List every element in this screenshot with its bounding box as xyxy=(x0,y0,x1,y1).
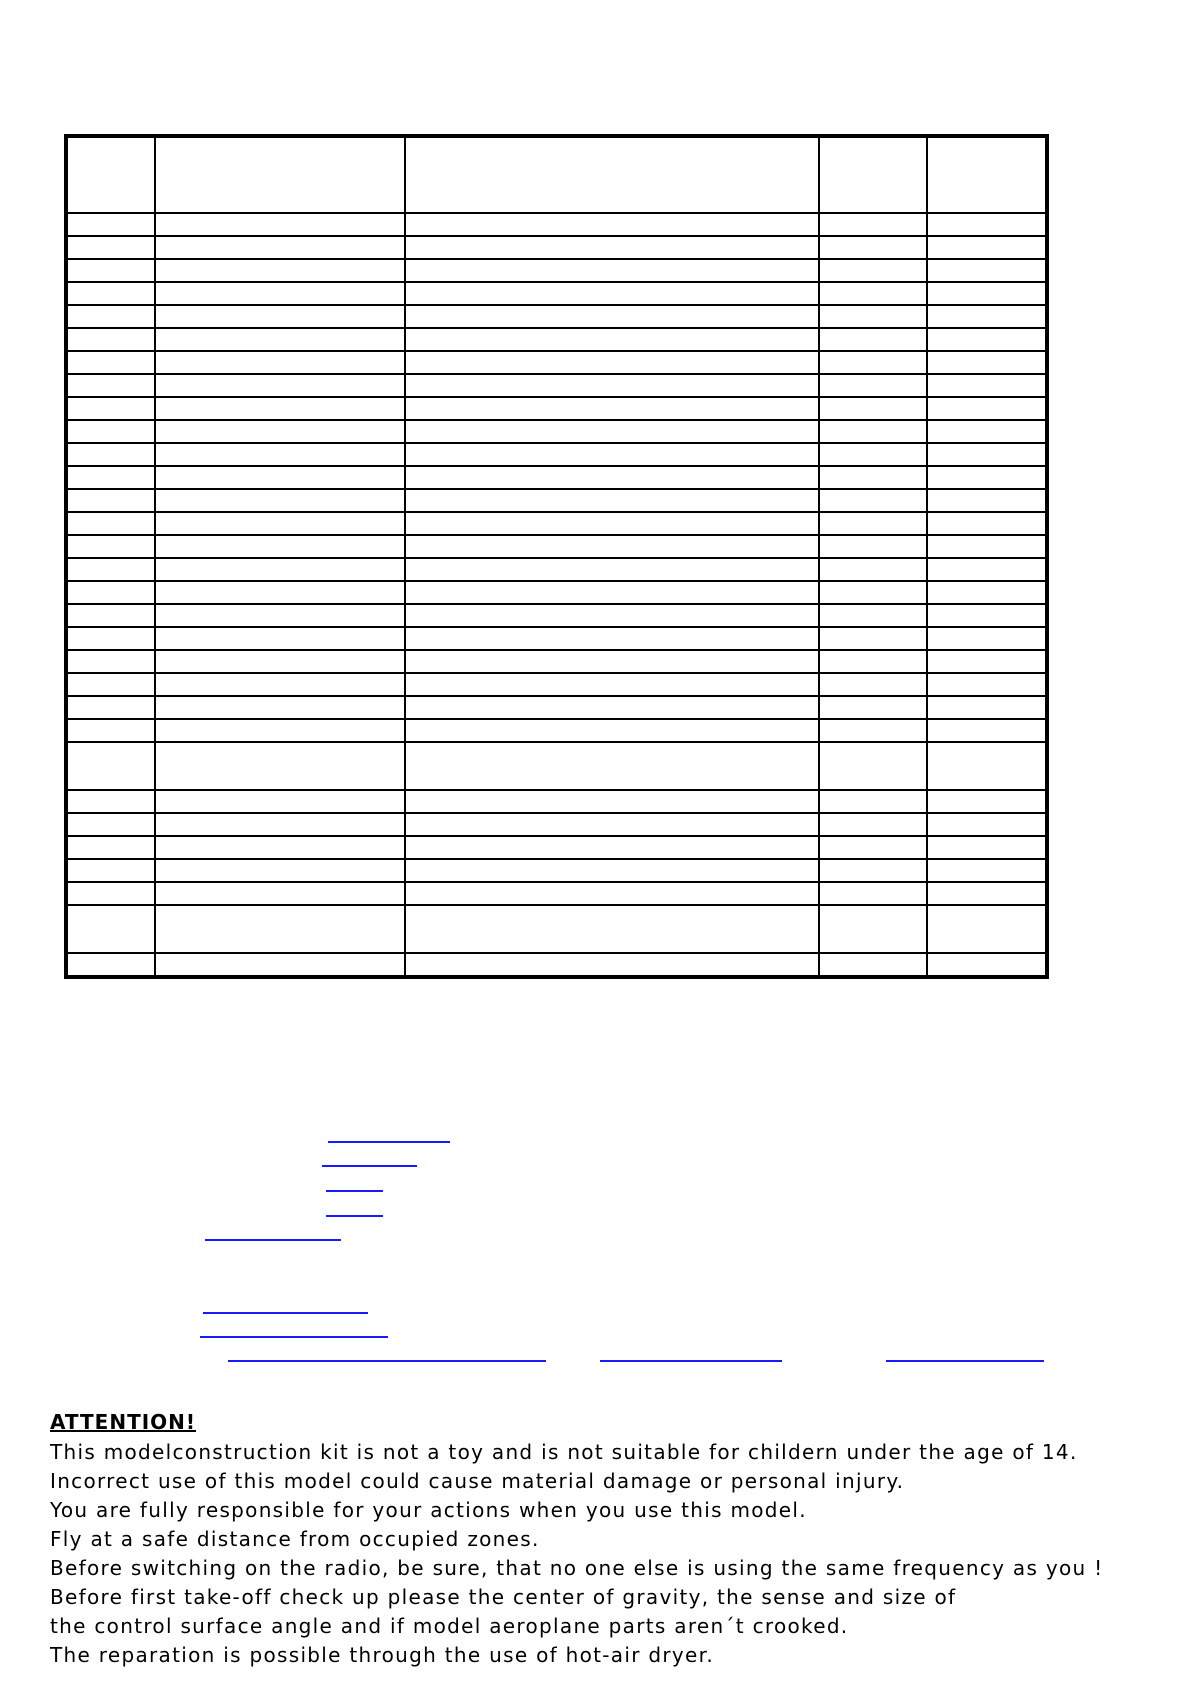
table-cell xyxy=(405,905,819,953)
table-cell xyxy=(927,558,1047,581)
table-cell xyxy=(66,905,155,953)
attention-title: ATTENTION! xyxy=(50,1410,197,1434)
table-cell xyxy=(927,512,1047,535)
table-cell xyxy=(155,742,405,790)
table-cell xyxy=(405,236,819,259)
table-cell xyxy=(405,305,819,328)
table-cell xyxy=(66,836,155,859)
hyperlink-6[interactable] xyxy=(203,1312,368,1314)
table-row xyxy=(66,650,1047,673)
table-row xyxy=(66,742,1047,790)
table-cell xyxy=(155,836,405,859)
hyperlink-8[interactable] xyxy=(228,1360,546,1362)
table-cell xyxy=(155,813,405,836)
table-cell xyxy=(927,882,1047,905)
table-cell xyxy=(405,742,819,790)
table-cell xyxy=(66,136,155,213)
table-cell xyxy=(66,650,155,673)
table-cell xyxy=(819,259,927,282)
table-cell xyxy=(405,650,819,673)
table-cell xyxy=(66,443,155,466)
attention-line-age: This modelconstruction kit is not a toy and is not suitable for childern under the age of 14. xyxy=(50,1440,1078,1464)
table-cell xyxy=(819,696,927,719)
hyperlink-4[interactable] xyxy=(326,1215,383,1217)
table-cell xyxy=(155,905,405,953)
table-cell xyxy=(819,466,927,489)
table-cell xyxy=(66,535,155,558)
table-row xyxy=(66,305,1047,328)
table-row xyxy=(66,905,1047,953)
table-cell xyxy=(405,558,819,581)
table-cell xyxy=(927,236,1047,259)
table-row xyxy=(66,953,1047,977)
table-cell xyxy=(66,282,155,305)
table-cell xyxy=(405,604,819,627)
table-cell xyxy=(819,282,927,305)
table-cell xyxy=(819,305,927,328)
table-row xyxy=(66,466,1047,489)
table-cell xyxy=(405,953,819,977)
table-cell xyxy=(819,859,927,882)
parts-table-container xyxy=(64,134,1045,979)
table-row xyxy=(66,397,1047,420)
table-cell xyxy=(155,790,405,813)
table-cell xyxy=(819,374,927,397)
table-cell xyxy=(819,742,927,790)
table-cell xyxy=(155,282,405,305)
table-cell xyxy=(819,882,927,905)
table-cell xyxy=(155,627,405,650)
table-row xyxy=(66,604,1047,627)
parts-list-table xyxy=(64,134,1049,979)
table-cell xyxy=(819,558,927,581)
table-cell xyxy=(819,905,927,953)
table-cell xyxy=(66,512,155,535)
attention-line-repair: The reparation is possible through the use of hot-air dryer. xyxy=(50,1643,714,1667)
table-cell xyxy=(927,305,1047,328)
table-cell xyxy=(819,953,927,977)
table-row xyxy=(66,813,1047,836)
table-cell xyxy=(927,581,1047,604)
table-cell xyxy=(927,328,1047,351)
table-row xyxy=(66,374,1047,397)
table-cell xyxy=(819,719,927,742)
table-row xyxy=(66,213,1047,236)
table-cell xyxy=(927,535,1047,558)
table-cell xyxy=(66,351,155,374)
table-cell xyxy=(819,136,927,213)
table-cell xyxy=(927,136,1047,213)
table-cell xyxy=(819,790,927,813)
hyperlink-2[interactable] xyxy=(322,1165,417,1167)
table-row xyxy=(66,351,1047,374)
table-cell xyxy=(155,374,405,397)
table-cell xyxy=(66,813,155,836)
table-row xyxy=(66,558,1047,581)
table-cell xyxy=(66,581,155,604)
table-cell xyxy=(66,213,155,236)
table-cell xyxy=(819,673,927,696)
table-cell xyxy=(405,466,819,489)
table-cell xyxy=(155,420,405,443)
table-cell xyxy=(405,351,819,374)
table-cell xyxy=(927,420,1047,443)
attention-line-takeoff: Before first take-off check up please the center of gravity, the sense and size of xyxy=(50,1585,957,1609)
table-cell xyxy=(819,836,927,859)
table-cell xyxy=(405,489,819,512)
table-row xyxy=(66,790,1047,813)
table-cell xyxy=(819,535,927,558)
table-cell xyxy=(155,719,405,742)
table-cell xyxy=(155,604,405,627)
table-cell xyxy=(66,489,155,512)
table-row xyxy=(66,673,1047,696)
table-cell xyxy=(405,581,819,604)
table-cell xyxy=(155,489,405,512)
table-row xyxy=(66,420,1047,443)
table-cell xyxy=(927,905,1047,953)
table-cell xyxy=(66,236,155,259)
table-cell xyxy=(405,719,819,742)
table-row xyxy=(66,859,1047,882)
table-cell xyxy=(819,512,927,535)
table-header-row xyxy=(66,136,1047,213)
attention-line-frequency: Before switching on the radio, be sure, that no one else is using the same frequency as you ! xyxy=(50,1556,1104,1580)
table-cell xyxy=(927,627,1047,650)
table-row xyxy=(66,236,1047,259)
table-cell xyxy=(66,328,155,351)
table-cell xyxy=(927,673,1047,696)
table-cell xyxy=(66,420,155,443)
table-cell xyxy=(155,136,405,213)
table-cell xyxy=(819,443,927,466)
table-cell xyxy=(155,512,405,535)
table-cell xyxy=(405,512,819,535)
table-row xyxy=(66,882,1047,905)
table-cell xyxy=(819,627,927,650)
table-cell xyxy=(155,328,405,351)
table-cell xyxy=(927,696,1047,719)
table-cell xyxy=(405,420,819,443)
table-cell xyxy=(155,213,405,236)
table-cell xyxy=(405,397,819,420)
table-cell xyxy=(66,742,155,790)
table-cell xyxy=(927,859,1047,882)
table-row xyxy=(66,535,1047,558)
table-cell xyxy=(155,558,405,581)
table-cell xyxy=(819,604,927,627)
table-cell xyxy=(155,305,405,328)
table-cell xyxy=(819,650,927,673)
table-cell xyxy=(155,443,405,466)
hyperlink-10[interactable] xyxy=(886,1360,1044,1362)
table-cell xyxy=(405,328,819,351)
table-cell xyxy=(927,489,1047,512)
table-cell xyxy=(819,420,927,443)
table-cell xyxy=(927,813,1047,836)
table-cell xyxy=(66,374,155,397)
attention-line-control-surface: the control surface angle and if model aeroplane parts aren´t crooked. xyxy=(50,1614,849,1638)
table-row xyxy=(66,719,1047,742)
table-cell xyxy=(66,790,155,813)
table-row xyxy=(66,627,1047,650)
table-cell xyxy=(405,213,819,236)
table-cell xyxy=(155,236,405,259)
table-row xyxy=(66,489,1047,512)
attention-line-responsibility: You are fully responsible for your actions when you use this model. xyxy=(50,1498,807,1522)
attention-line-damage: Incorrect use of this model could cause material damage or personal injury. xyxy=(50,1469,905,1493)
table-cell xyxy=(66,859,155,882)
table-cell xyxy=(819,581,927,604)
table-cell xyxy=(405,627,819,650)
table-cell xyxy=(819,213,927,236)
table-cell xyxy=(927,374,1047,397)
table-cell xyxy=(927,604,1047,627)
table-cell xyxy=(927,650,1047,673)
table-cell xyxy=(927,836,1047,859)
table-cell xyxy=(819,489,927,512)
table-cell xyxy=(405,836,819,859)
table-cell xyxy=(819,813,927,836)
table-cell xyxy=(405,882,819,905)
table-cell xyxy=(405,696,819,719)
attention-lines xyxy=(50,1438,1150,1670)
table-cell xyxy=(66,604,155,627)
table-cell xyxy=(927,351,1047,374)
table-cell xyxy=(927,282,1047,305)
table-cell xyxy=(66,558,155,581)
table-cell xyxy=(155,581,405,604)
table-row xyxy=(66,581,1047,604)
table-cell xyxy=(405,443,819,466)
table-cell xyxy=(155,466,405,489)
table-cell xyxy=(155,882,405,905)
table-cell xyxy=(927,443,1047,466)
table-cell xyxy=(927,259,1047,282)
attention-notice xyxy=(50,1410,1150,1670)
table-cell xyxy=(819,328,927,351)
table-cell xyxy=(66,397,155,420)
table-cell xyxy=(405,136,819,213)
hyperlink-7[interactable] xyxy=(200,1336,388,1338)
table-row xyxy=(66,836,1047,859)
table-cell xyxy=(927,790,1047,813)
table-row xyxy=(66,512,1047,535)
table-cell xyxy=(927,953,1047,977)
table-cell xyxy=(405,259,819,282)
hyperlink-1[interactable] xyxy=(328,1141,450,1143)
table-row xyxy=(66,282,1047,305)
table-cell xyxy=(66,305,155,328)
table-cell xyxy=(405,813,819,836)
table-cell xyxy=(66,882,155,905)
hyperlink-9[interactable] xyxy=(600,1360,782,1362)
table-cell xyxy=(405,859,819,882)
table-cell xyxy=(155,673,405,696)
parts-table-body xyxy=(66,136,1047,977)
table-cell xyxy=(819,236,927,259)
table-cell xyxy=(155,397,405,420)
table-cell xyxy=(66,627,155,650)
table-cell xyxy=(405,535,819,558)
table-row xyxy=(66,259,1047,282)
table-cell xyxy=(405,282,819,305)
table-cell xyxy=(927,397,1047,420)
table-row xyxy=(66,696,1047,719)
table-cell xyxy=(155,351,405,374)
attention-line-distance: Fly at a safe distance from occupied zones. xyxy=(50,1527,540,1551)
hyperlink-3[interactable] xyxy=(326,1190,383,1192)
table-cell xyxy=(155,259,405,282)
table-cell xyxy=(927,213,1047,236)
table-cell xyxy=(66,719,155,742)
table-cell xyxy=(927,742,1047,790)
table-cell xyxy=(155,535,405,558)
table-cell xyxy=(155,953,405,977)
table-cell xyxy=(66,259,155,282)
table-cell xyxy=(66,696,155,719)
table-cell xyxy=(927,719,1047,742)
table-cell xyxy=(819,351,927,374)
table-cell xyxy=(155,696,405,719)
table-cell xyxy=(819,397,927,420)
table-cell xyxy=(405,374,819,397)
table-cell xyxy=(66,953,155,977)
table-cell xyxy=(405,790,819,813)
table-cell xyxy=(927,466,1047,489)
hyperlink-5[interactable] xyxy=(205,1239,341,1241)
table-row xyxy=(66,328,1047,351)
table-cell xyxy=(155,859,405,882)
table-cell xyxy=(155,650,405,673)
table-cell xyxy=(405,673,819,696)
table-cell xyxy=(66,466,155,489)
table-row xyxy=(66,443,1047,466)
table-cell xyxy=(66,673,155,696)
